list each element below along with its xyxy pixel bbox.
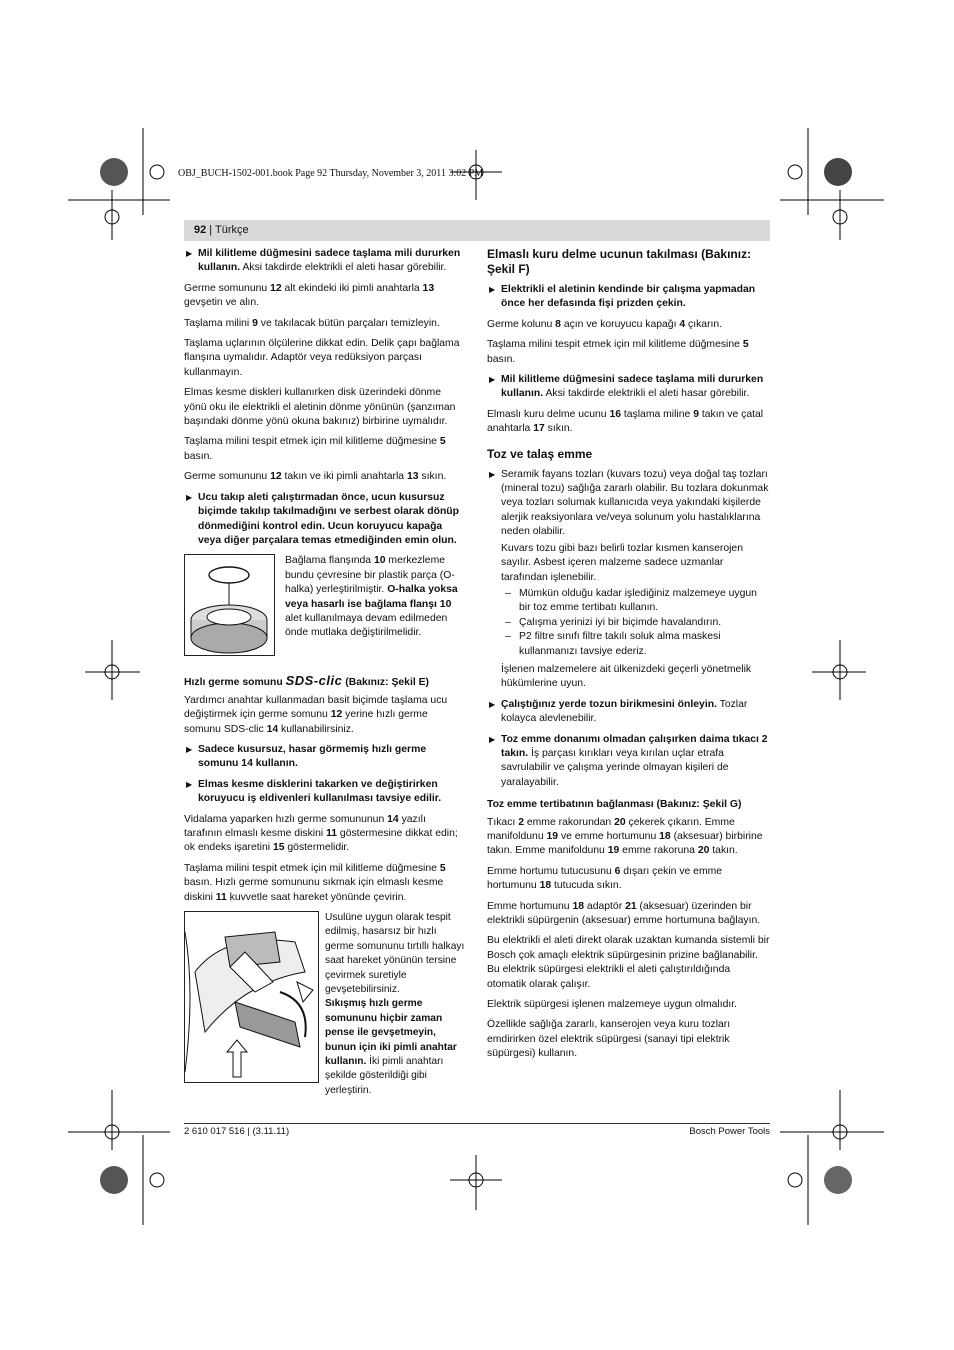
right-column — [487, 247, 771, 1068]
paragraph: Vidalama yaparken hızlı germe somununun 14 yazılı tarafının elmaslı kesme diskini 11 göstermesine dikkat edin; ok endeks işaretini 15 göstermelidir. — [184, 813, 458, 854]
nut-figure-block — [184, 911, 466, 1098]
warning-item: ▶ Mil kilitleme düğmesini sadece taşlama mili dururken kullanın. Aksi takdirde elektrikli el aleti hasar görebilir. — [186, 248, 461, 274]
book-header: OBJ_BUCH-1502-001.book Page 92 Thursday, November 3, 2011 3:02 PM — [178, 168, 484, 179]
left-column — [184, 247, 466, 1098]
flange-figure-block — [184, 554, 466, 656]
paragraph: Elmas kesme diskleri kullanırken disk üzerindeki dönme yönü oku ile elektrikli el aletinin dönme yönünün (şanzıman başındaki dönme yönü okuna bakınız) birbirine uymalıdır. — [184, 387, 456, 428]
quick-nut-figure — [184, 911, 319, 1083]
paragraph: Bu elektrikli el aleti direkt olarak uzaktan kumanda sistemli bir Bosch çok amaçlı elektrik süpürgesinin prizine bağlanabilir. Bu elektrik süpürgesi elektrikli el aleti çalıştırıldığında otomatik olarak çalışır. — [487, 935, 770, 990]
page-language: Türkçe — [215, 224, 249, 236]
list-item: – Çalışma yerinizi iyi bir biçimde havalandırın. — [505, 616, 722, 628]
paragraph: Taşlama uçlarının ölçülerine dikkat edin. Delik çapı bağlama flanşına uymalıdır. Adaptör veya redüksiyon parçası kullanmayın. — [184, 338, 460, 378]
paragraph: İşlenen malzemelere ait ülkenizdeki geçerli yönetmelik hükümlerine uyun. — [501, 663, 752, 690]
section-heading-dust: Toz ve talaş emme — [487, 446, 593, 461]
paragraph: Germe somununu 12 takın ve iki pimli anahtarla 13 sıkın. — [184, 471, 447, 483]
warning-item: ▶ Sadece kusursuz, hasar görmemiş hızlı germe somunu 14 kullanın. — [186, 743, 427, 770]
section-heading-connection: Toz emme tertibatının bağlanması (Bakınız: Şekil G) — [487, 799, 742, 811]
flange-figure — [184, 554, 275, 656]
paragraph: Elmaslı kuru delme ucunu 16 taşlama miline 9 takın ve çatal anahtarla 17 sıkın. — [487, 408, 764, 435]
paragraph: Emme hortumunu 18 adaptör 21 (aksesuar) üzerinden bir elektrikli süpürgenin (aksesuar) emme hortumuna bağlayın. — [487, 900, 761, 927]
paragraph: Elektrik süpürgesi işlenen malzemeye uygun olmalıdır. — [487, 999, 738, 1011]
warning-item: ▶ Ucu takıp aleti çalıştırmadan önce, ucun kusursuz biçimde takılıp takılmadığını ve serbest olarak dönüp dönmediğini kontrol edin. Ucun koruyucu kapağa veya diğer parçalara temas etmediğinden emin olun. — [186, 491, 459, 546]
paragraph: Emme hortumu tutucusunu 6 dışarı çekin ve emme hortumunu 18 tutucuda sıkın. — [487, 865, 723, 892]
warning-item: ▶ Mil kilitleme düğmesini sadece taşlama mili dururken kullanın. Aksi takdirde elektrikli el aleti hasar görebilir. — [489, 374, 764, 400]
warning-item: ▶ Elmas kesme disklerini takarken ve değiştirirken koruyucu iş eldivenleri kullanılması tavsiye edilir. — [186, 778, 442, 805]
paragraph: Taşlama milini tespit etmek için mil kilitleme düğmesine 5 basın. — [487, 339, 749, 365]
section-heading-drill: Elmaslı kuru delme ucunun takılması (Bakınız: Şekil F) — [487, 247, 752, 276]
warning-item: ▶ Toz emme donanımı olmadan çalışırken daima tıkacı 2 takın. İş parçası kırıkları veya kırılan uçlar etrafa savrulabilir ve çalışma yerinde olmayan kişileri de yaralayabilir. — [489, 733, 768, 788]
paragraph: Kuvars tozu gibi bazı belirli tozlar kısmen kanserojen sayılır. Asbest içeren malzeme sadece uzmanlar tarafından işlenebilir. — [501, 542, 743, 583]
quick-nut-text: Usulüne uygun olarak tespit edilmiş, hasarsız bir hızlı germe somununu tırtıllı halkayı saat hareket yönünün tersine çevirmek suretiyle gevşetebilirsiniz. Sıkışmış hızlı germe somununu hiçbir zaman pense ile gevşetmeyin, bunun için iki pimli anahtar kullanın. İki pimli anahtarı şekilde gösterildiği gibi yerleştirin. — [325, 912, 465, 1096]
paragraph: Germe somununu 12 alt ekindeki iki pimli anahtarla 13 gevşetin ve alın. — [184, 282, 435, 309]
page-header: 92 | Türkçe — [194, 224, 249, 236]
sds-clic-logo: SDS-clic — [285, 673, 343, 689]
flange-figure-text: Bağlama flanşında 10 merkezleme bundu çevresine bir plastik parça (O-halka) yerleştirilmiştir. O-halka yoksa veya hasarlı ise bağlama flanşı 10 alet kullanılmaya devam edilmeden önde mutlaka değiştirilmelidir. — [285, 555, 458, 639]
paragraph: Yardımcı anahtar kullanmadan basit biçimde taşlama ucu değiştirmek için germe somunu 12 yerine hızlı germe somunu SDS-clic 14 kullanabilirsiniz. — [184, 694, 448, 735]
list-item: – P2 filtre sınıfı filtre takılı soluk alma maskesi kullanmanızı tavsiye ederiz. — [505, 631, 721, 657]
footer-left: 2 610 017 516 | (3.11.11) — [184, 1126, 290, 1137]
quick-nut-illustration — [185, 912, 318, 1082]
paragraph: Tıkacı 2 emme rakorundan 20 çekerek çıkarın. Emme manifoldunu 19 ve emme hortumunu 18 (aksesuar) birbirine takın. Emme manifoldunu 19 emme rakoruna 20 takın. — [487, 816, 763, 857]
paragraph: Özellikle sağlığa zararlı, kanserojen veya kuru tozları emdirirken özel elektrik süpürgesi (sanayi tipi elektrik süpürgesi) kullanın. — [487, 1019, 731, 1060]
paragraph: Taşlama milini tespit etmek için mil kilitleme düğmesine 5 basın. — [184, 436, 446, 462]
list-item: – Mümkün olduğu kadar işlediğiniz malzemeye uygun bir toz emme tertibatı kullanın. — [505, 587, 757, 614]
warning-item: ▶ Elektrikli el aletinin kendinde bir çalışma yapmadan önce her defasında fişi prizden çekin. — [489, 284, 756, 310]
section-heading-quick-nut: Hızlı germe somunu SDS-clic (Bakınız: Şekil E) — [184, 673, 429, 689]
paragraph: Germe kolunu 8 açın ve koruyucu kapağı 4 çıkarın. — [487, 318, 723, 330]
paragraph: Taşlama milini tespit etmek için mil kilitleme düğmesine 5 basın. Hızlı germe somununu sıkmak için elmaslı kesme diskini 11 kuvvetle saat hareket yönünde çevirin. — [184, 862, 446, 903]
warning-item: ▶ Seramik fayans tozları (kuvars tozu) veya doğal taş tozları (mineral tozu) sağlığa zararlı olabilir. Bu tozlara dokunmak veya tozları solumak kullanıcıda veya yakındaki kişilerde alerjik reaksiyonlara ve/veya solunum yolu hastalıklarına neden olabilir. — [489, 468, 769, 538]
footer-right: Bosch Power Tools — [689, 1126, 770, 1137]
page-header-bar — [184, 220, 770, 241]
footer-rule — [184, 1123, 770, 1124]
warning-item: ▶ Çalıştığınız yerde tozun birikmesini önleyin. Tozlar kolayca alevlenebilir. — [489, 698, 748, 725]
page-number: 92 — [194, 224, 207, 236]
flange-oring-illustration — [185, 555, 274, 655]
paragraph: Taşlama milini 9 ve takılacak bütün parçaları temizleyin. — [184, 317, 440, 329]
